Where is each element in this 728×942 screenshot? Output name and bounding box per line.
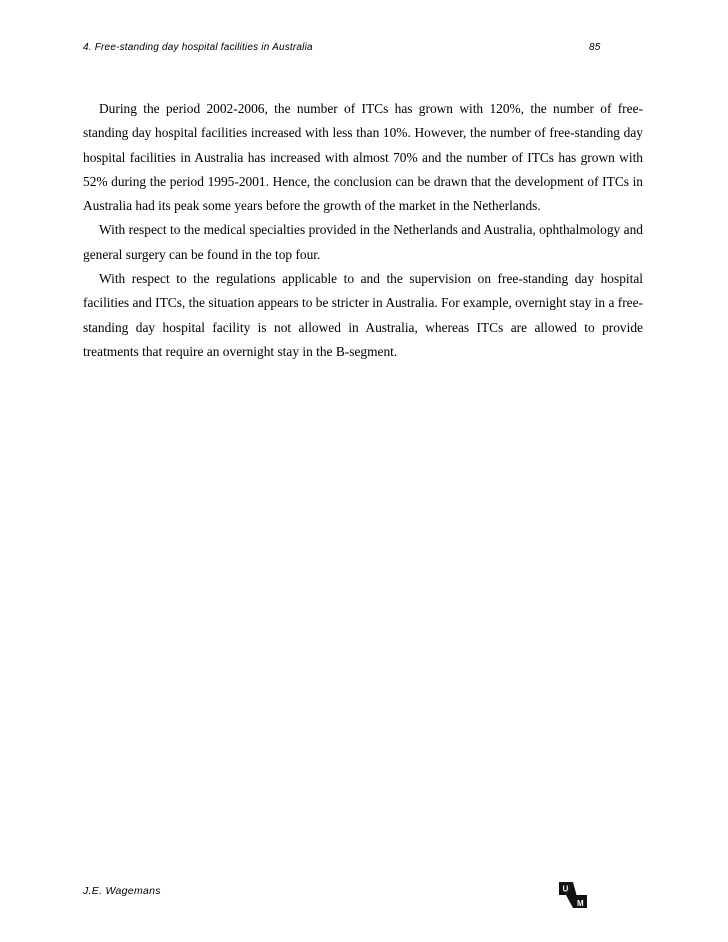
logo-letter-u: U: [562, 884, 569, 894]
chapter-title: 4. Free-standing day hospital facilities in Australia: [83, 42, 313, 53]
footer-author: J.E. Wagemans: [83, 885, 161, 897]
page-number: 85: [589, 42, 601, 53]
paragraph-medical-specialties: With respect to the medical specialties provided in the Netherlands and Australia, ophthalmology and general surgery can be found in the top four.: [83, 222, 643, 262]
paragraph-itc-growth: During the period 2002-2006, the number of ITCs has grown with 120%, the number of free-standing day hospital facilities increased with less than 10%. However, the number of free-standing day hospital facilities in Australia has increased with almost 70% and the number of ITCs has grown with 52% during the period 1995-2001. Hence, the conclusion can be drawn that the development of ITCs in Australia had its peak some years before the growth of the market in the Netherlands.: [83, 101, 643, 214]
body-text: [83, 97, 643, 364]
logo-letter-m: M: [577, 899, 584, 908]
university-logo-icon: [558, 880, 588, 910]
paragraph-regulations: With respect to the regulations applicable to and the supervision on free-standing day hospital facilities and ITCs, the situation appears to be stricter in Australia. For example, overnight stay in a free-standing day hospital facility is not allowed in Australia, whereas ITCs are allowed to provide treatments that require an overnight stay in the B-segment.: [83, 271, 644, 359]
running-header: [83, 42, 643, 56]
